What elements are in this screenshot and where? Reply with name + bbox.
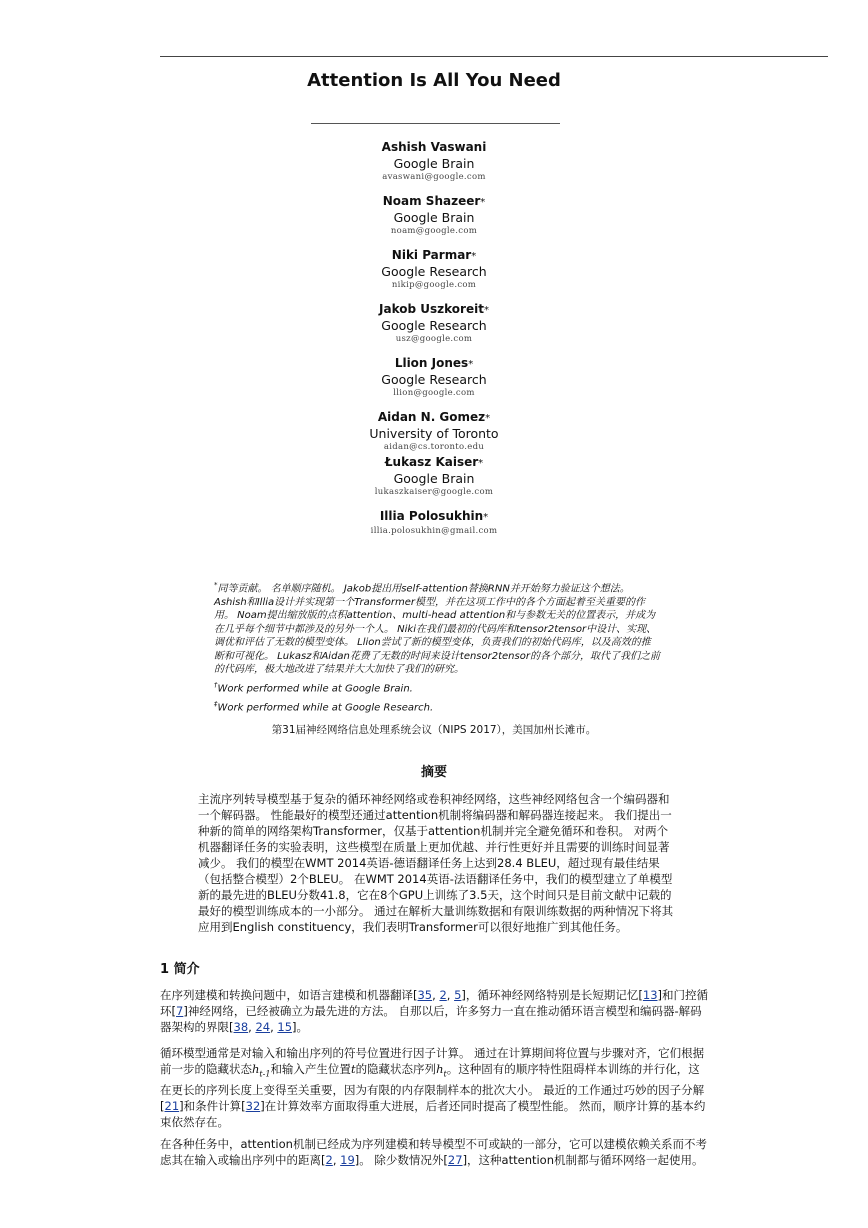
author-email[interactable]: lukaszkaiser@google.com	[374, 487, 494, 497]
math-symbol	[436, 1062, 447, 1079]
paragraph-text: ]在计算效率方面取得重大进展，后者还同时提高了模型性能。 然而，顺序计算的基本约束依然存在。	[160, 1099, 706, 1130]
author-affiliation: Google Brain	[393, 471, 475, 486]
citation-link[interactable]: 27	[447, 1153, 463, 1167]
author-block	[0, 140, 868, 183]
author-list	[0, 140, 868, 548]
conference-note: 第31届神经网络信息处理系统会议（NIPS 2017），美国加州长滩市。	[271, 724, 597, 736]
citation-link[interactable]: 13	[642, 988, 658, 1002]
author-block	[0, 194, 868, 237]
footnote-mark: *	[214, 581, 218, 589]
math-subscript: t-1	[259, 1069, 271, 1079]
citation-link[interactable]: 15	[277, 1020, 293, 1034]
citation-link[interactable]: 21	[164, 1099, 180, 1114]
author-mark: *	[483, 512, 489, 523]
citation-link[interactable]: 35	[417, 988, 433, 1002]
math-var: h	[252, 1062, 260, 1076]
author-block	[0, 455, 868, 498]
footnote-text: Work performed while at Google Brain.	[217, 683, 413, 695]
math-symbol	[252, 1062, 271, 1079]
footnote-mark: †	[214, 680, 218, 689]
author-mark: *	[485, 413, 491, 424]
citation-link[interactable]: 5	[454, 988, 462, 1002]
author-affiliation: Google Brain	[393, 156, 475, 171]
author-name: Jakob Uszkoreit	[379, 302, 484, 316]
citation-separator: ,	[432, 988, 440, 1002]
abstract-heading: 摘要	[420, 765, 447, 780]
footnotes	[214, 579, 660, 716]
citation-link[interactable]: 19	[340, 1153, 355, 1167]
paragraph-text: ]，这种attention机制都与循环网络一起使用。	[462, 1153, 704, 1167]
author-email[interactable]: noam@google.com	[390, 226, 478, 236]
author-mark: *	[480, 197, 486, 208]
author-email[interactable]: nikip@google.com	[391, 280, 477, 290]
author-block	[0, 302, 868, 345]
author-email[interactable]: aidan@cs.toronto.edu	[383, 442, 485, 452]
title-rule	[311, 123, 560, 124]
author-affiliation: Google Research	[381, 264, 487, 279]
author-mark: *	[478, 458, 484, 469]
author-affiliation: Google Brain	[393, 210, 475, 225]
citation-separator: ,	[332, 1153, 341, 1167]
footnote-google-brain	[214, 679, 660, 696]
author-affiliation: University of Toronto	[369, 426, 499, 441]
footnote-text: 同等贡献。 名单顺序随机。 Jakob提出用self-attention替换RNN并开始努力验证这个想法。 Ashish和Illia设计并实现第一个Transformer模型，并在这项工作中的各个方面起着至关重要的作用。 Noam提出缩放版的点积attention、multi-head attention和与参数无关的位置表示，并成为在几乎每个细节中都涉及的另外一个人。 Niki在我们最初的代码库和tensor2tensor中设计、实现、调优和评估了无数的模型变体。 Llion尝试了新的模型变体，负责我们的初始代码库，以及高效的推断和可视化。 Lukasz和Aidan花费了无数的时间来设计tensor2tensor的各个部分，取代了我们之前的代码库，极大地改进了结果并大大加快了我们的研究。	[214, 583, 660, 676]
citation-separator: ,	[248, 1020, 256, 1034]
paragraph-text: 在序列建模和转换问题中，如语言建模和机器翻译[	[160, 988, 418, 1002]
paragraph-text: 。这种固有的顺序特性阻碍样本训练的并行化，这在更长的序列长度上变得至关重要，因为有限的内存限制样本的批次大小。 最近的工作通过巧妙的因子分解[	[160, 1062, 705, 1114]
author-name: Ashish Vaswani	[381, 140, 487, 154]
paper-title: Attention Is All You Need	[307, 70, 561, 91]
paragraph-text: 的隐藏状态序列	[355, 1062, 437, 1076]
footnote-mark: ‡	[214, 699, 218, 708]
author-name: Llion Jones	[394, 356, 469, 370]
top-rule	[160, 56, 828, 57]
citation-separator: ,	[446, 988, 455, 1002]
citation-link[interactable]: 7	[176, 1004, 184, 1018]
paragraph-text: 循环模型通常是对输入和输出序列的符号位置进行因子计算。 通过在计算期间将位置与步骤对齐，它们根据前一步的隐藏状态	[160, 1046, 705, 1076]
author-name: Illia Polosukhin	[379, 509, 484, 523]
author-mark: *	[468, 359, 474, 370]
section-number: 1	[160, 962, 170, 977]
author-block	[0, 248, 868, 291]
author-block	[0, 356, 868, 399]
citation-link[interactable]: 2	[325, 1153, 333, 1167]
citation-link[interactable]: 32	[245, 1099, 261, 1114]
section-title: 简介	[173, 962, 200, 977]
author-mark: *	[483, 305, 489, 316]
paragraph-text: ]神经网络，已经被确立为最先进的方法。 自那以后，许多努力一直在推动循环语言模型和编码器-解码器架构的界限[	[160, 1004, 702, 1034]
author-email[interactable]: illia.polosukhin@gmail.com	[370, 526, 498, 536]
author-affiliation: Google Research	[381, 318, 487, 333]
math-var: h	[436, 1062, 444, 1076]
paragraph-text: ]。	[292, 1020, 309, 1034]
author-email[interactable]: avaswani@google.com	[382, 172, 486, 182]
citation-link[interactable]: 2	[439, 988, 447, 1002]
footnote-google-research	[214, 698, 660, 715]
paragraph-text: 和输入产生位置	[270, 1062, 351, 1076]
author-name: Aidan N. Gomez	[377, 410, 486, 424]
citation-link[interactable]: 38	[233, 1020, 249, 1034]
intro-paragraph-3	[160, 1136, 710, 1168]
math-var: t	[350, 1062, 356, 1076]
footnote-equal-contribution	[214, 579, 660, 677]
author-name: Łukasz Kaiser	[384, 455, 479, 469]
author-email[interactable]: usz@google.com	[395, 334, 473, 344]
paragraph-text: ]。 除少数情况外[	[354, 1153, 448, 1167]
paragraph-text: 在各种任务中，attention机制已经成为序列建模和转导模型不可或缺的一部分，它可以建模依赖关系而不考虑其在输入或输出序列中的距离[	[160, 1137, 707, 1167]
citation-link[interactable]: 24	[255, 1020, 271, 1034]
author-block	[0, 509, 868, 537]
math-subscript: t	[443, 1069, 447, 1079]
abstract-text: 主流序列转导模型基于复杂的循环神经网络或卷积神经网络，这些神经网络包含一个编码器和一个解码器。 性能最好的模型还通过attention机制将编码器和解码器连接起来。 我们提出一种新的简单的网络架构Transformer，仅基于attention机制并完全避免循环和卷积。 对两个机器翻译任务的实验表明，这些模型在质量上更加优越、并行性更好并且需要的训练时间显著减少。 我们的模型在WMT 2014英语-德语翻译任务上达到28.4 BLEU，超过现有最佳结果（包括整合模型）2个BLEU。 在WMT 2014英语-法语翻译任务中，我们的模型建立了单模型新的最先进的BLEU分数41.8，它在8个GPU上训练了3.5天，这个时间只是目前文献中记载的最好的模型训练成本的一小部分。 通过在解析大量训练数据和有限训练数据的两种情况下将其应用到English constituency，我们表明Transformer可以很好地推广到其他任务。	[198, 792, 674, 934]
paragraph-text: ]和门控循环[	[160, 988, 709, 1018]
paragraph-text: ]和条件计算[	[179, 1099, 246, 1114]
author-mark: *	[471, 251, 477, 262]
intro-paragraph-2	[160, 1045, 710, 1130]
footnote-text: Work performed while at Google Research.	[217, 701, 434, 713]
author-name: Niki Parmar	[391, 248, 472, 262]
section-heading	[160, 958, 200, 977]
author-affiliation: Google Research	[381, 372, 487, 387]
citation-separator: ,	[270, 1020, 278, 1034]
author-name: Noam Shazeer	[382, 194, 481, 208]
paragraph-text: ]，循环神经网络特别是长短期记忆[	[461, 988, 643, 1002]
author-block	[0, 410, 868, 453]
author-email[interactable]: llion@google.com	[393, 388, 475, 398]
intro-paragraph-1	[160, 987, 710, 1035]
